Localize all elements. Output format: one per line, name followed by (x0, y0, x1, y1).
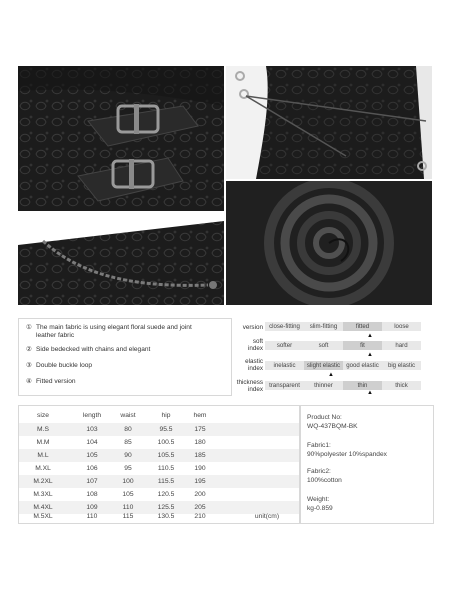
hip-cell: 105.5 (157, 452, 175, 459)
fabric2-label: Fabric2: (307, 468, 331, 475)
spec-label-thickness: thickness index (236, 379, 263, 393)
spec-option: hard (395, 342, 408, 349)
spec-option: soft (318, 342, 329, 349)
hip-cell: 130.5 (157, 513, 175, 520)
spec-marker: ▲ (367, 333, 373, 339)
column-header: waist (120, 412, 136, 419)
size-cell: M.S (37, 426, 49, 433)
waist-cell: 90 (124, 452, 132, 459)
spec-bar-thickness (265, 381, 421, 390)
spec-option: softer (276, 342, 293, 349)
spec-option: inelastic (273, 362, 296, 369)
weight-label: Weight: (307, 496, 330, 503)
waist-cell: 85 (124, 439, 132, 446)
hip-cell: 120.5 (157, 491, 175, 498)
photo-fabric-swirl (226, 181, 432, 305)
hem-cell: 180 (194, 439, 206, 446)
spec-option: slim-fitting (309, 323, 338, 330)
hem-cell: 175 (194, 426, 206, 433)
length-cell: 110 (86, 513, 98, 520)
hip-cell: 95.5 (159, 426, 173, 433)
photo-side-chain (18, 213, 224, 305)
size-cell: M.L (37, 452, 49, 459)
spec-label-soft: soft index (247, 338, 263, 352)
size-cell: M.2XL (33, 478, 53, 485)
column-header: size (37, 412, 49, 419)
length-cell: 108 (86, 491, 98, 498)
spec-option-selected: thin (343, 381, 382, 390)
photo-double-buckle (18, 66, 224, 211)
spec-option-selected: fit (343, 341, 382, 350)
spec-bar-version (265, 322, 421, 331)
hem-cell: 185 (194, 452, 206, 459)
spec-option: close-fitting (269, 323, 300, 330)
length-cell: 105 (86, 452, 98, 459)
size-cell: M.M (36, 439, 50, 446)
column-header: hem (193, 412, 207, 419)
table-header-row (19, 409, 299, 422)
spec-grid (233, 318, 432, 394)
size-cell: M.XL (35, 465, 51, 472)
spec-option: thick (395, 382, 408, 389)
spec-option-selected: slight elastic (304, 361, 343, 370)
waist-cell: 100 (122, 478, 134, 485)
spec-label-elastic: elastic index (245, 358, 263, 372)
size-table (18, 405, 300, 524)
feature-item: ① The main fabric is using elegant floral suede and joint (26, 324, 192, 331)
length-cell: 103 (86, 426, 98, 433)
spec-option-selected: fitted (343, 322, 382, 331)
spec-bar-soft (265, 341, 421, 350)
hip-cell: 125.5 (157, 504, 175, 511)
length-cell: 106 (86, 465, 98, 472)
hip-cell: 100.5 (157, 439, 175, 446)
spec-option: transparent (269, 382, 300, 389)
table-row (19, 488, 299, 501)
table-row (19, 449, 299, 462)
length-cell: 104 (86, 439, 98, 446)
spec-option: thinner (314, 382, 333, 389)
table-row (19, 436, 299, 449)
table-row (19, 510, 299, 523)
hem-cell: 190 (194, 465, 206, 472)
product-no-value: WQ-437BQM-BK (307, 423, 358, 430)
photo-back-lacing (226, 66, 432, 179)
spec-marker: ▲ (367, 352, 373, 358)
size-cell: M.3XL (33, 491, 53, 498)
hip-cell: 110.5 (157, 465, 175, 472)
hip-cell: 115.5 (157, 478, 175, 485)
size-cell: M.5XL (33, 513, 53, 520)
feature-list (18, 318, 232, 396)
waist-cell: 95 (124, 465, 132, 472)
waist-cell: 80 (124, 426, 132, 433)
column-header: length (82, 412, 102, 419)
column-header: hip (161, 412, 171, 419)
spec-marker: ▲ (328, 372, 334, 378)
table-row (19, 475, 299, 488)
waist-cell: 110 (122, 504, 134, 511)
fabric2-value: 100%cotton (307, 477, 342, 484)
length-cell: 109 (86, 504, 98, 511)
spec-label-version: version (242, 324, 263, 331)
length-cell: 107 (86, 478, 98, 485)
waist-cell: 115 (122, 513, 134, 520)
table-row (19, 423, 299, 436)
spec-option: loose (394, 323, 409, 330)
hem-cell: 205 (194, 504, 206, 511)
hem-cell: 195 (194, 478, 206, 485)
spec-option: big elastic (387, 362, 416, 369)
feature-item: ④ Fitted version (26, 378, 76, 385)
feature-item: ③ Double buckle loop (26, 362, 93, 369)
hem-cell: 200 (194, 491, 206, 498)
fabric1-value: 90%polyester 10%spandex (307, 451, 387, 458)
unit-label: unit(cm) (254, 513, 280, 520)
spec-option: good elastic (346, 362, 379, 369)
waist-cell: 105 (122, 491, 134, 498)
product-no-label: Product No: (307, 414, 342, 421)
fabric1-label: Fabric1: (307, 442, 331, 449)
spec-marker: ▲ (367, 390, 373, 396)
hem-cell: 210 (194, 513, 206, 520)
spec-bar-elastic (265, 361, 421, 370)
feature-item: ② Side bedecked with chains and elegant (26, 346, 151, 353)
feature-item: leather fabric (36, 332, 75, 339)
size-cell: M.4XL (33, 504, 53, 511)
table-row (19, 462, 299, 475)
product-info-box (300, 405, 434, 524)
weight-value: kg-0.859 (307, 505, 333, 512)
